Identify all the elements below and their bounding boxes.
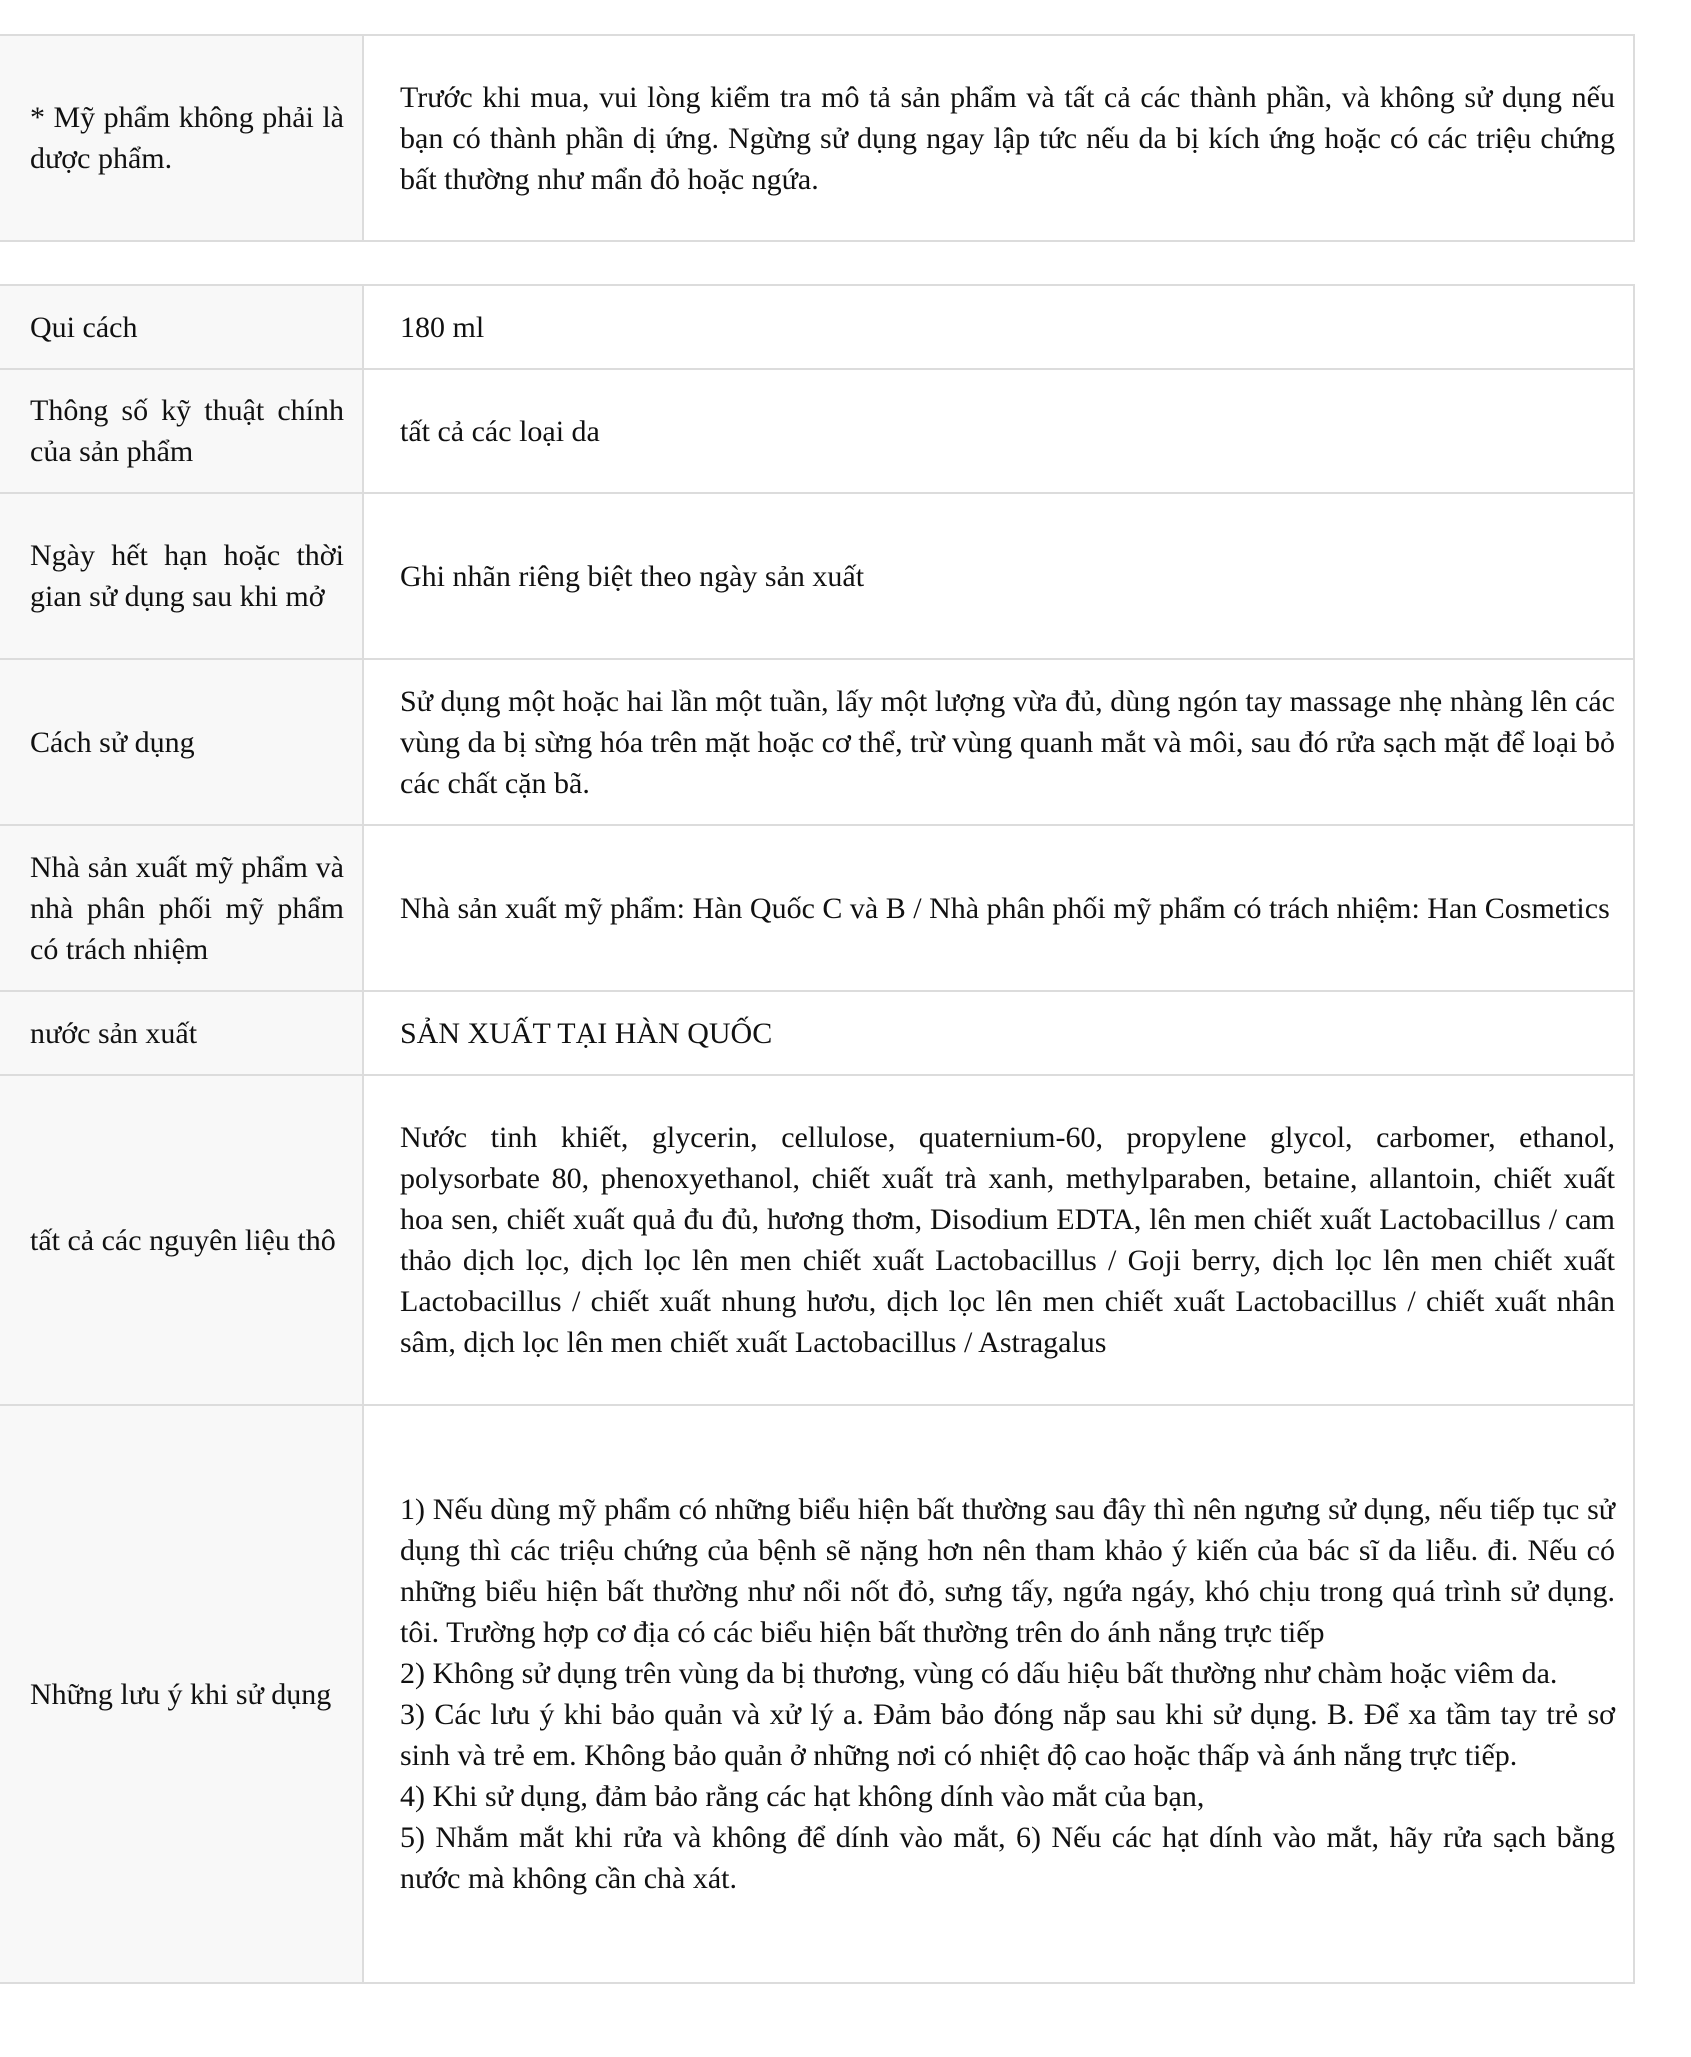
row-value: Nước tinh khiết, glycerin, cellulose, quaternium-60, propylene glycol, carbomer, ethanol, polysorbate 80, phenoxyethanol, chiết xuất trà xanh, methylparaben, betaine, allantoin, chiết xuất hoa sen, chiết xuất quả đu đủ, hương thơm, Disodium EDTA, lên men chiết xuất Lactobacillus / cam thảo dịch lọc, dịch lọc lên men chiết xuất Lactobacillus / Goji berry, dịch lọc lên men chiết xuất Lactobacillus / chiết xuất nhung hươu, dịch lọc lên men chiết xuất Lactobacillus / chiết xuất nhân sâm, dịch lọc lên men chiết xuất Lactobacillus / Astragalus [363, 1075, 1634, 1405]
row-label: tất cả các nguyên liệu thô [0, 1075, 363, 1405]
precaution-item: 2) Không sử dụng trên vùng da bị thương, vùng có dấu hiệu bất thường như chàm hoặc viêm da. [400, 1657, 1558, 1690]
product-info-table [0, 284, 1635, 1984]
table-row [0, 659, 1634, 825]
row-label: Cách sử dụng [0, 659, 363, 825]
precautions-list [363, 1405, 1634, 1983]
table-row [0, 825, 1634, 991]
precaution-item: 3) Các lưu ý khi bảo quản và xử lý a. Đảm bảo đóng nắp sau khi sử dụng. B. Để xa tầm tay trẻ sơ sinh và trẻ em. Không bảo quản ở những nơi có nhiệt độ cao hoặc thấp và ánh nắng trực tiếp. [400, 1698, 1615, 1772]
row-value: SẢN XUẤT TẠI HÀN QUỐC [363, 991, 1634, 1075]
row-label: Qui cách [0, 285, 363, 369]
row-label: Nhà sản xuất mỹ phẩm và nhà phân phối mỹ phẩm có trách nhiệm [0, 825, 363, 991]
row-value: Sử dụng một hoặc hai lần một tuần, lấy một lượng vừa đủ, dùng ngón tay massage nhẹ nhàng lên các vùng da bị sừng hóa trên mặt hoặc cơ thể, trừ vùng quanh mắt và môi, sau đó rửa sạch mặt để loại bỏ các chất cặn bã. [363, 659, 1634, 825]
precaution-item: 5) Nhắm mắt khi rửa và không để dính vào mắt, 6) Nếu các hạt dính vào mắt, hãy rửa sạch bằng nước mà không cần chà xát. [400, 1821, 1615, 1895]
row-value: Trước khi mua, vui lòng kiểm tra mô tả sản phẩm và tất cả các thành phần, và không sử dụng nếu bạn có thành phần dị ứng. Ngừng sử dụng ngay lập tức nếu da bị kích ứng hoặc có các triệu chứng bất thường như mẩn đỏ hoặc ngứa. [363, 35, 1634, 241]
row-label: nước sản xuất [0, 991, 363, 1075]
table-row [0, 1405, 1634, 1983]
row-value: Ghi nhãn riêng biệt theo ngày sản xuất [363, 493, 1634, 659]
table-row [0, 991, 1634, 1075]
row-label: Thông số kỹ thuật chính của sản phẩm [0, 369, 363, 493]
notice-table [0, 34, 1635, 242]
row-value: 180 ml [363, 285, 1634, 369]
row-value: Nhà sản xuất mỹ phẩm: Hàn Quốc C và B / Nhà phân phối mỹ phẩm có trách nhiệm: Han Cosmetics [363, 825, 1634, 991]
row-value: tất cả các loại da [363, 369, 1634, 493]
precaution-item: 4) Khi sử dụng, đảm bảo rằng các hạt không dính vào mắt của bạn, [400, 1780, 1205, 1813]
table-row [0, 493, 1634, 659]
table-row [0, 285, 1634, 369]
precaution-item: 1) Nếu dùng mỹ phẩm có những biểu hiện bất thường sau đây thì nên ngưng sử dụng, nếu tiếp tục sử dụng thì các triệu chứng của bệnh sẽ nặng hơn nên tham khảo ý kiến của bác sĩ da liễu. đi. Nếu có những biểu hiện bất thường như nổi nốt đỏ, sưng tấy, ngứa ngáy, khó chịu trong quá trình sử dụng. tôi. Trường hợp cơ địa có các biểu hiện bất thường trên do ánh nắng trực tiếp [400, 1493, 1615, 1649]
table-row [0, 369, 1634, 493]
table-row [0, 35, 1634, 241]
row-label: Những lưu ý khi sử dụng [0, 1405, 363, 1983]
table-row [0, 1075, 1634, 1405]
row-label: Ngày hết hạn hoặc thời gian sử dụng sau khi mở [0, 493, 363, 659]
row-label: * Mỹ phẩm không phải là dược phẩm. [0, 35, 363, 241]
